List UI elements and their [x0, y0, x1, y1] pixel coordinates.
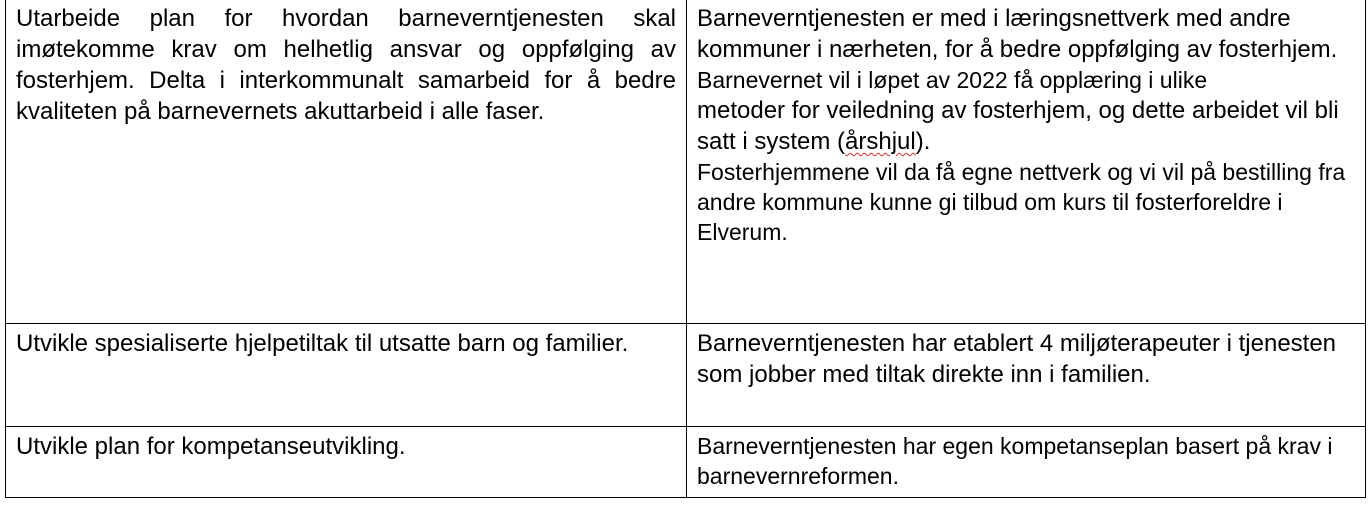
- status-paragraph-2b-end: ).: [915, 128, 931, 155]
- table-cell-status: [687, 324, 1366, 427]
- status-paragraph-2: Barnevernet vil i løpet av 2022 få opplæring i ulike: [697, 67, 1208, 93]
- goal-text: Utvikle plan for kompetanseutvikling.: [16, 433, 406, 460]
- status-paragraph-3: Fosterhjemmene vil da få egne nettverk og vi vil på bestilling fra andre kommune kunne gi tilbud om kurs til fosterforeldre i Elverum.: [697, 159, 1346, 245]
- status-paragraph-2b-text: metoder for veiledning av fosterhjem, og dette arbeidet vil bli satt i system (: [697, 97, 1339, 155]
- goal-text: Utvikle spesialiserte hjelpetiltak til utsatte barn og familier.: [16, 330, 629, 357]
- status-text: Barneverntjenesten har egen kompetanseplan basert på krav i barnevernreformen.: [697, 433, 1333, 489]
- table-cell-goal: [6, 427, 687, 498]
- table-row: [6, 0, 1366, 324]
- table-row: [6, 427, 1366, 498]
- table-row: [6, 324, 1366, 427]
- goal-text: Utarbeide plan for hvordan barneverntjenesten skal imøtekomme krav om helhetlig ansvar og oppfølging av fosterhjem. Delta i interkommunalt samarbeid for å bedre kvaliteten på barnevernets akuttarbeid i alle faser.: [16, 5, 676, 125]
- spellcheck-word[interactable]: årshjul: [845, 128, 916, 155]
- table-cell-status: [687, 427, 1366, 498]
- table-cell-status: [687, 0, 1366, 324]
- table-cell-goal: [6, 324, 687, 427]
- plan-table: [5, 0, 1366, 498]
- status-paragraph-1: Barneverntjenesten er med i læringsnettverk med andre kommuner i nærheten, for å bedre oppfølging av fosterhjem.: [697, 5, 1338, 63]
- table-cell-goal: [6, 0, 687, 324]
- status-paragraph-2b: [697, 95, 1355, 157]
- status-text: Barneverntjenesten har etablert 4 miljøterapeuter i tjenesten som jobber med tiltak direkte inn i familien.: [697, 330, 1337, 388]
